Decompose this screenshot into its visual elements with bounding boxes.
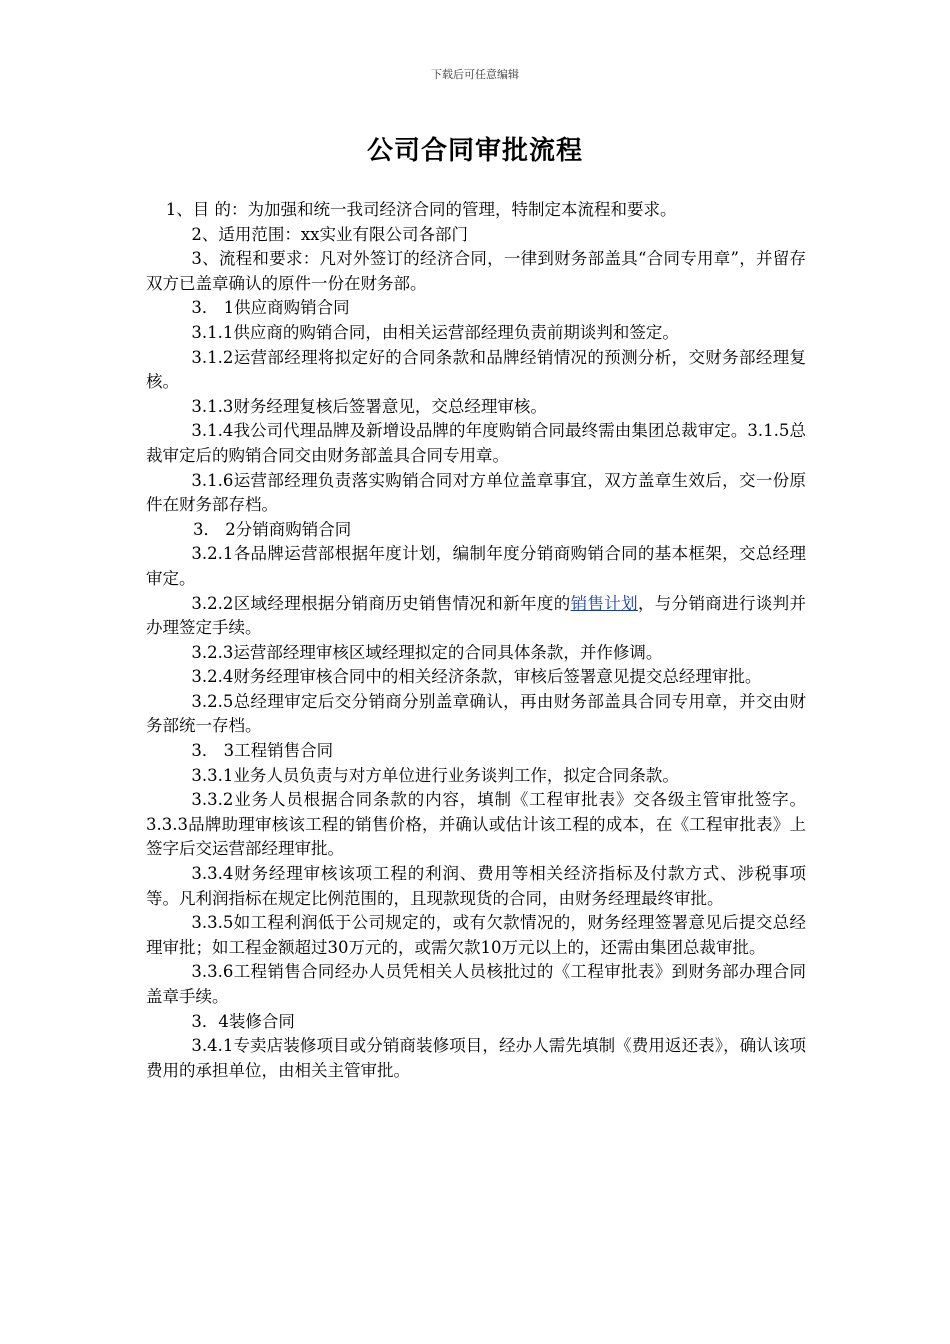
paragraph-3-1-3: 3.1.3财务经理复核后签署意见，交总经理审核。 — [191, 396, 547, 416]
header-note: 下载后可任意编辑 — [431, 68, 519, 81]
paragraph-3-3-5: 3.3.5如工程利润低于公司规定的，或有欠款情况的，财务经理签署意见后提交总经理审批；如工程金额超过30万元的，或需欠款10万元以上的，还需由集团总裁审批。 — [146, 913, 806, 957]
document-title: 公司合同审批流程 — [366, 136, 583, 166]
sales-plan-link[interactable]: 销售计划 — [570, 593, 638, 613]
paragraph-3-2-2-text-after: ，与分销商进行谈判并办理签定手续。 — [146, 593, 807, 638]
paragraph-3-3-6: 3.3.6工程销售合同经办人员凭相关人员核批过的《工程审批表》到财务部办理合同盖章手续。 — [146, 962, 806, 1006]
paragraph-3-1-1: 3.1.1供应商的购销合同，由相关运营部经理负责前期谈判和签定。 — [191, 322, 679, 342]
paragraph-3-4-1: 3.4.1专卖店装修项目或分销商装修项目，经办人需先填制《费用返还表》，确认该项费用的承担单位，由相关主管审批。 — [146, 1036, 806, 1080]
paragraph-3-1-4: 3.1.4我公司代理品牌及新增设品牌的年度购销合同最终需由集团总裁审定。3.1.5总裁审定后的购销合同交由财务部盖具合同专用章。 — [146, 421, 806, 465]
paragraph-scope: 2、适用范围：xx实业有限公司各部门 — [191, 224, 468, 244]
paragraph-3-2-2-text-before: 3.2.2区域经理根据分销商历史销售情况和新年度的 — [191, 593, 571, 613]
paragraph-3-3-1: 3.3.1业务人员负责与对方单位进行业务谈判工作，拟定合同条款。 — [191, 765, 679, 785]
paragraph-purpose: 1、目 的：为加强和统一我司经济合同的管理，特制定本流程和要求。 — [165, 200, 677, 219]
document-body — [146, 198, 806, 1083]
paragraph-3-1-6: 3.1.6运营部经理负责落实购销合同对方单位盖章事宜，双方盖章生效后，交一份原件在财务部存档。 — [146, 470, 806, 515]
paragraph-3-2-2 — [146, 592, 806, 641]
section-heading-engineering: 3． 3工程销售合同 — [191, 741, 334, 761]
paragraph-3-3-4: 3.3.4财务经理审核该项工程的利润、费用等相关经济指标及付款方式、涉税事项等。凡利润指标在规定比例范围的，且现款现货的合同，由财务经理最终审批。 — [146, 864, 806, 908]
paragraph-3-3-2: 3.3.2业务人员根据合同条款的内容，填制《工程审批表》交各级主管审批签字。3.3.3品牌助理审核该工程的销售价格，并确认或估计该工程的成本，在《工程审批表》上签字后交运营部经理审批。 — [146, 790, 806, 859]
paragraph-3-2-5: 3.2.5总经理审定后交分销商分别盖章确认，再由财务部盖具合同专用章，并交由财务部统一存档。 — [146, 691, 806, 736]
paragraph-3-2-4: 3.2.4财务经理审核合同中的相关经济条款，审核后签署意见提交总经理审批。 — [191, 667, 762, 687]
section-heading-decoration: 3．4装修合同 — [191, 1011, 295, 1031]
paragraph-process: 3、流程和要求：凡对外签订的经济合同，一律到财务部盖具“合同专用章”，并留存双方已盖章确认的原件一份在财务部。 — [146, 249, 806, 293]
section-heading-distributor: 3． 2分销商购销合同 — [193, 519, 352, 539]
paragraph-3-2-1: 3.2.1各品牌运营部根据年度计划，编制年度分销商购销合同的基本框架，交总经理审定。 — [146, 544, 806, 588]
paragraph-3-1-2: 3.1.2运营部经理将拟定好的合同条款和品牌经销情况的预测分析，交财务部经理复核。 — [146, 347, 806, 392]
section-heading-supplier: 3． 1供应商购销合同 — [191, 298, 350, 318]
paragraph-3-2-3: 3.2.3运营部经理审核区域经理拟定的合同具体条款，并作修调。 — [191, 642, 663, 662]
